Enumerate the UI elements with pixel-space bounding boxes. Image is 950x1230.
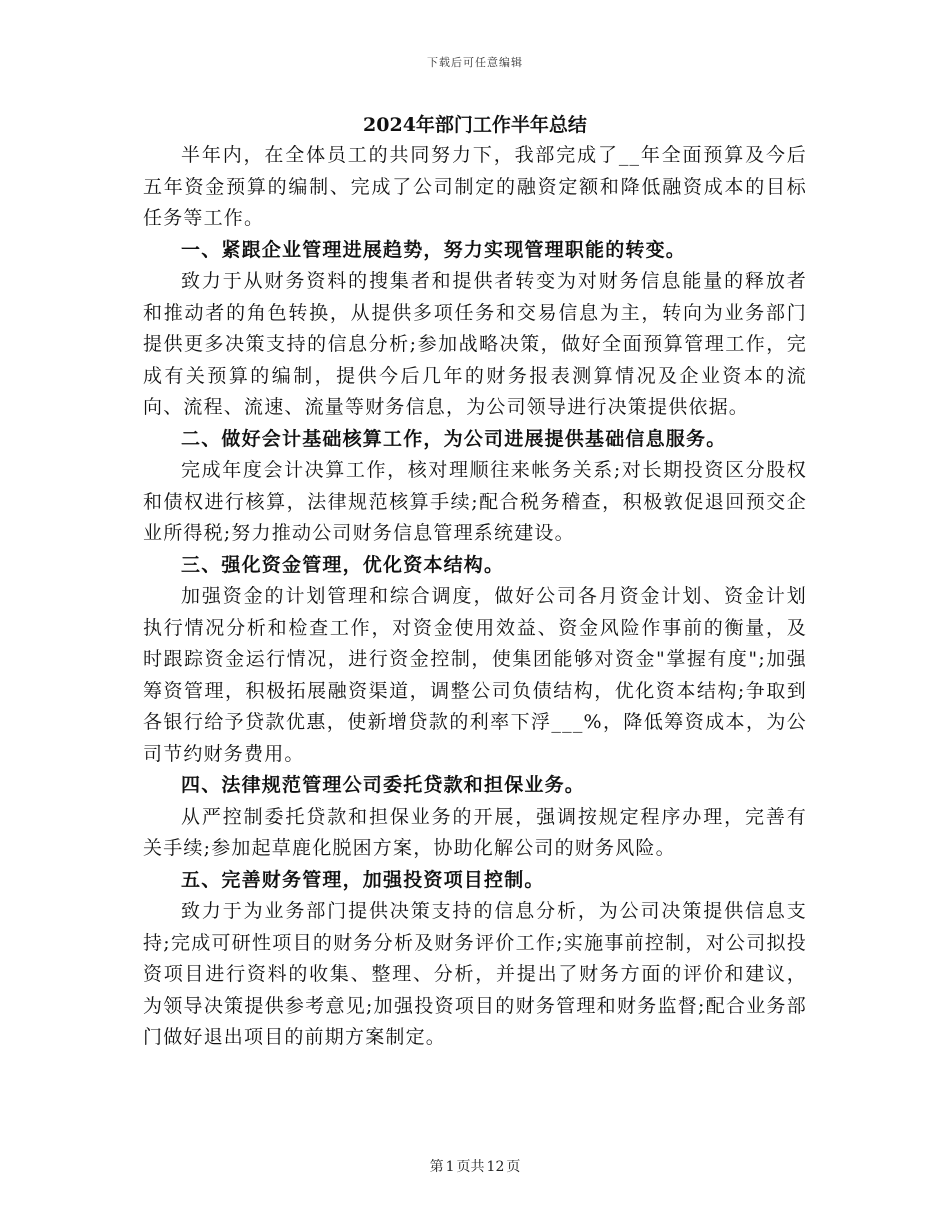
intro-paragraph: 半年内，在全体员工的共同努力下，我部完成了__年全面预算及今后五年资金预算的编制、完成了公司制定的融资定额和降低融资成本的目标任务等工作。 — [143, 144, 807, 229]
document-title: 2024年部门工作半年总结 — [363, 114, 587, 136]
section-body-5: 致力于为业务部门提供决策支持的信息分析，为公司决策提供信息支持;完成可研性项目的财务分析及财务评价工作;实施事前控制，对公司拟投资项目进行资料的收集、整理、分析，并提出了财务方面的评价和建议，为领导决策提供参考意见;加强投资项目的财务管理和财务监督;配合业务部门做好退出项目的前期方案制定。 — [143, 900, 807, 1048]
section-body-4: 从严控制委托贷款和担保业务的开展，强调按规定程序办理，完善有关手续;参加起草鹿化脱困方案，协助化解公司的财务风险。 — [143, 805, 807, 859]
section-heading-5: 五、完善财务管理，加强投资项目控制。 — [181, 868, 545, 891]
section-body-1: 致力于从财务资料的搜集者和提供者转变为对财务信息能量的释放者和推动者的角色转换，从提供多项任务和交易信息为主，转向为业务部门提供更多决策支持的信息分析;参加战略决策，做好全面预算管理工作，完成有关预算的编制，提供今后几年的财务报表测算情况及企业资本的流向、流程、流速、流量等财务信息，为公司领导进行决策提供依据。 — [143, 270, 807, 418]
header-note: 下载后可任意编辑 — [427, 56, 523, 69]
footer-prefix: 第 — [429, 1159, 444, 1175]
footer-middle: 页共 — [456, 1159, 485, 1175]
footer-current-page: 1 — [445, 1159, 455, 1175]
page-footer — [0, 1156, 950, 1176]
section-heading-3: 三、强化资金管理，优化资本结构。 — [181, 553, 505, 576]
section-heading-1: 一、紧跟企业管理进展趋势，努力实现管理职能的转变。 — [181, 238, 687, 261]
section-heading-2: 二、做好会计基础核算工作，为公司进展提供基础信息服务。 — [181, 427, 727, 450]
section-heading-4: 四、法律规范管理公司委托贷款和担保业务。 — [181, 774, 586, 796]
section-body-3: 加强资金的计划管理和综合调度，做好公司各月资金计划、资金计划执行情况分析和检查工作，对资金使用效益、资金风险作事前的衡量，及时跟踪资金运行情况，进行资金控制，使集团能够对资金"掌握有度";加强筹资管理，积极拓展融资渠道，调整公司负债结构，优化资本结构;争取到各银行给予贷款优惠，使新增贷款的利率下浮___%，降低筹资成本，为公司节约财务费用。 — [143, 585, 807, 765]
footer-suffix: 页 — [506, 1159, 521, 1175]
section-body-2: 完成年度会计决算工作，核对理顺往来帐务关系;对长期投资区分股权和债权进行核算，法律规范核算手续;配合税务稽查，积极敦促退回预交企业所得税;努力推动公司财务信息管理系统建设。 — [143, 459, 807, 544]
footer-total-pages: 12 — [486, 1159, 505, 1175]
document-body — [143, 110, 807, 1054]
